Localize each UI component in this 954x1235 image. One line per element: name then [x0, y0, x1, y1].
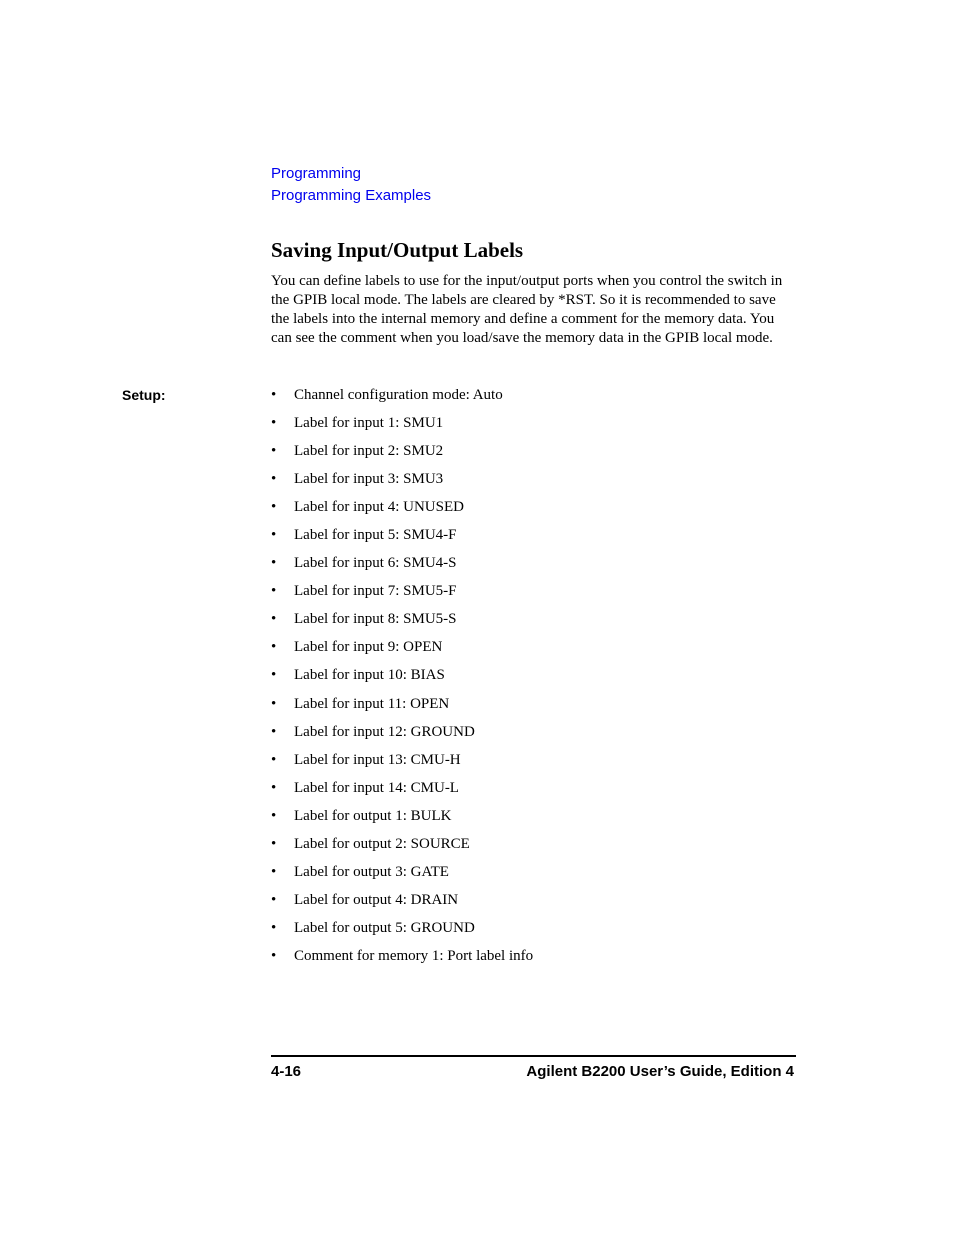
footer-divider: [271, 1055, 796, 1057]
bullet-icon: •: [271, 555, 277, 572]
bullet-icon: •: [271, 611, 277, 628]
page-number: 4-16: [271, 1063, 302, 1080]
setup-item-text: Comment for memory 1: Port label info: [294, 947, 534, 964]
intro-paragraph: You can define labels to use for the input/output ports when you control the switch in the GPIB local mode. The labels are cleared by *RST. So it is recommended to save the labels into the internal memory and define a comment for the memory data. You can see the comment when you load/save the memory data in the GPIB local mode.: [271, 273, 783, 346]
bullet-icon: •: [271, 723, 277, 740]
bullet-icon: •: [271, 667, 277, 684]
setup-item-text: Label for input 3: SMU3: [294, 471, 444, 488]
section-title: Saving Input/Output Labels: [271, 238, 524, 262]
bullet-icon: •: [271, 891, 277, 908]
bullet-icon: •: [271, 751, 277, 768]
bullet-icon: •: [271, 639, 277, 656]
setup-list: [271, 384, 533, 973]
setup-item-text: Label for input 10: BIAS: [294, 667, 445, 684]
setup-item-text: Label for input 4: UNUSED: [294, 499, 464, 516]
setup-list-item: [271, 608, 533, 636]
bullet-icon: •: [271, 527, 277, 544]
setup-item-text: Label for input 2: SMU2: [294, 443, 444, 460]
setup-list-item: [271, 468, 533, 496]
breadcrumb-link-programming[interactable]: Programming: [271, 165, 362, 182]
setup-item-text: Channel configuration mode: Auto: [294, 387, 503, 403]
setup-list-item: [271, 749, 533, 777]
setup-list-item: [271, 496, 533, 524]
setup-item-text: Label for input 8: SMU5-S: [294, 611, 457, 628]
setup-list-item: [271, 693, 533, 721]
setup-list-item: [271, 664, 533, 692]
bullet-icon: •: [271, 387, 277, 403]
setup-list-item: [271, 721, 533, 749]
bullet-icon: •: [271, 471, 277, 488]
setup-list-item: [271, 412, 533, 440]
bullet-icon: •: [271, 863, 277, 880]
setup-item-text: Label for input 6: SMU4-S: [294, 555, 457, 572]
bullet-icon: •: [271, 499, 277, 516]
setup-item-text: Label for input 12: GROUND: [294, 723, 475, 740]
setup-list-item: [271, 805, 533, 833]
setup-list-item: [271, 524, 533, 552]
bullet-icon: •: [271, 779, 277, 796]
setup-item-text: Label for output 1: BULK: [294, 807, 452, 824]
setup-item-text: Label for input 1: SMU1: [294, 415, 444, 432]
breadcrumb-link-programming-examples[interactable]: Programming Examples: [271, 187, 432, 204]
setup-list-item: [271, 945, 533, 973]
setup-list-item: [271, 440, 533, 468]
bullet-icon: •: [271, 947, 277, 964]
setup-label: Setup:: [122, 387, 166, 403]
guide-title: Agilent B2200 User’s Guide, Edition 4: [526, 1063, 794, 1080]
setup-item-text: Label for input 14: CMU-L: [294, 779, 459, 796]
setup-list-item: [271, 833, 533, 861]
setup-list-item: [271, 580, 533, 608]
setup-list-item: [271, 889, 533, 917]
bullet-icon: •: [271, 695, 277, 712]
setup-list-item: [271, 552, 533, 580]
setup-item-text: Label for output 2: SOURCE: [294, 835, 470, 852]
setup-item-text: Label for output 3: GATE: [294, 863, 449, 880]
setup-item-text: Label for input 11: OPEN: [294, 695, 450, 712]
bullet-icon: •: [271, 415, 277, 432]
setup-item-text: Label for input 13: CMU-H: [294, 751, 461, 768]
setup-list-item: [271, 777, 533, 805]
bullet-icon: •: [271, 443, 277, 460]
setup-list-item: [271, 636, 533, 664]
bullet-icon: •: [271, 583, 277, 600]
setup-list-item: [271, 917, 533, 945]
setup-item-text: Label for input 7: SMU5-F: [294, 583, 457, 600]
setup-item-text: Label for input 5: SMU4-F: [294, 527, 457, 544]
breadcrumb: [271, 163, 431, 207]
bullet-icon: •: [271, 807, 277, 824]
setup-item-text: Label for output 4: DRAIN: [294, 891, 459, 908]
setup-list-item: [271, 861, 533, 889]
setup-list-item: [271, 384, 533, 412]
setup-item-text: Label for input 9: OPEN: [294, 639, 443, 656]
bullet-icon: •: [271, 919, 277, 936]
bullet-icon: •: [271, 835, 277, 852]
setup-item-text: Label for output 5: GROUND: [294, 919, 475, 936]
